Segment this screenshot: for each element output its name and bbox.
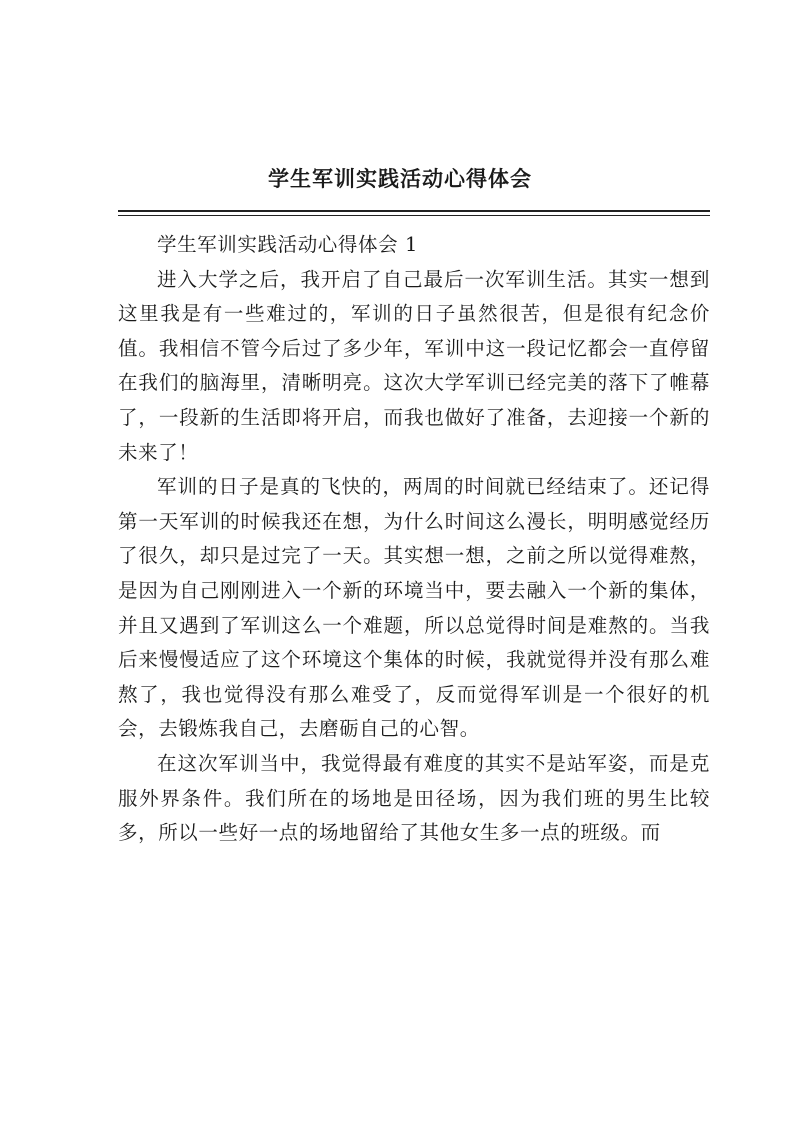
title-divider-thin	[118, 215, 710, 216]
title-divider-thick	[118, 210, 710, 212]
section-heading: 学生军训实践活动心得体会 1	[157, 233, 419, 256]
paragraph-3: 在这次军训当中，我觉得最有难度的其实不是站军姿，而是克服外界条件。我们所在的场地是田径场，因为我们班的男生比较多，所以一些好一点的场地留给了其他女生多一点的班级。而	[118, 751, 710, 845]
document-title: 学生军训实践活动心得体会	[268, 166, 532, 191]
paragraph-1: 进入大学之后，我开启了自己最后一次军训生活。其实一想到这里我是有一些难过的，军训的日子虽然很苦，但是很有纪念价值。我相信不管今后过了多少年，军训中这一段记忆都会一直停留在我们的脑海里，清晰明亮。这次大学军训已经完美的落下了帷幕了，一段新的生活即将开启，而我也做好了准备，去迎接一个新的未来了！	[118, 267, 710, 464]
paragraph-2: 军训的日子是真的飞快的，两周的时间就已经结束了。还记得第一天军训的时候我还在想，为什么时间这么漫长，明明感觉经历了很久，却只是过完了一天。其实想一想，之前之所以觉得难熬，是因为自己刚刚进入一个新的环境当中，要去融入一个新的集体，并且又遇到了军训这么一个难题，所以总觉得时间是难熬的。当我后来慢慢适应了这个环境这个集体的时候，我就觉得并没有那么难熬了，我也觉得没有那么难受了，反而觉得军训是一个很好的机会，去锻炼我自己，去磨砺自己的心智。	[118, 475, 710, 741]
document-body	[118, 228, 710, 851]
